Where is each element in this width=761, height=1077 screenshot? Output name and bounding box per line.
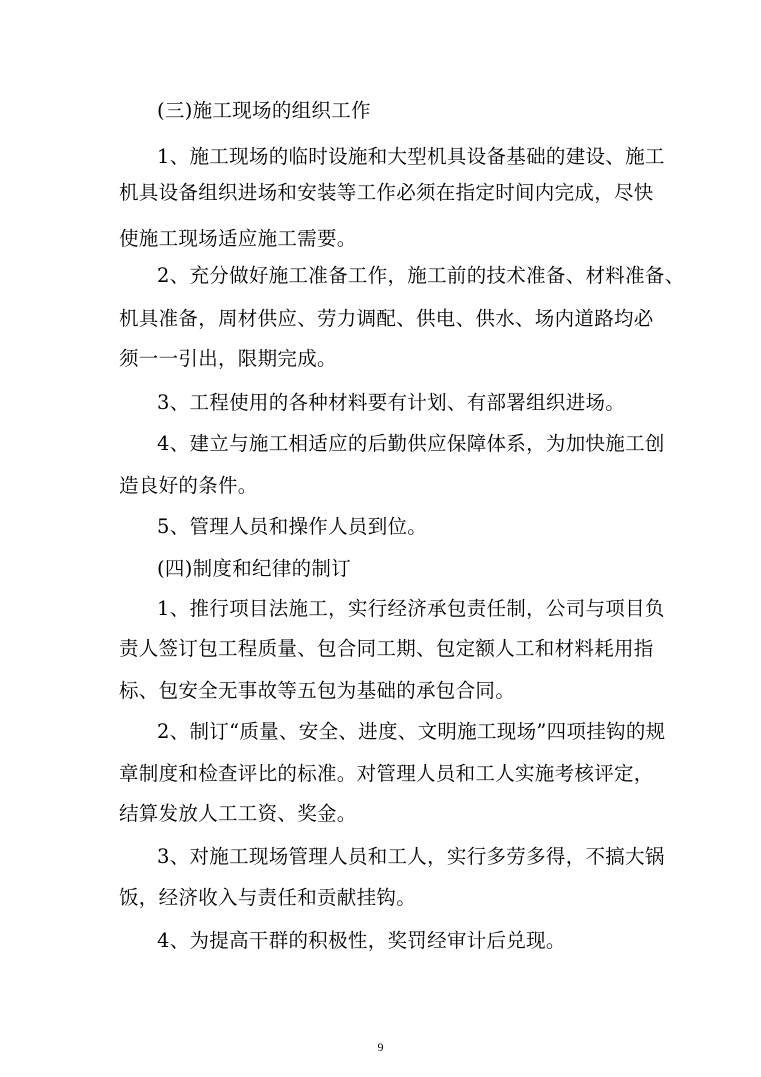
- paragraph-line: 须一一引出，限期完成。: [119, 347, 337, 370]
- paragraph-line: 责人签订包工程质量、包合同工期、包定额人工和材料耗用指: [119, 637, 654, 660]
- paragraph-line: 3、对施工现场管理人员和工人，实行多劳多得，不搞大锅: [157, 845, 665, 868]
- paragraph-line: 机具准备，周材供应、劳力调配、供电、供水、场内道路均必: [119, 307, 654, 330]
- paragraph-line: 5、管理人员和操作人员到位。: [157, 515, 428, 538]
- paragraph-line: 2、制订“质量、安全、进度、文明施工现场”四项挂钩的规: [157, 720, 666, 743]
- paragraph-line: 机具设备组织进场和安装等工作必须在指定时间内完成，尽快: [119, 181, 654, 204]
- paragraph-line: 4、建立与施工相适应的后勤供应保障体系，为加快施工创: [157, 432, 665, 455]
- paragraph-line: 结算发放人工工资、奖金。: [119, 802, 357, 825]
- section-heading: (三)施工现场的组织工作: [157, 99, 371, 122]
- paragraph-line: 章制度和检查评比的标准。对管理人员和工人实施考核评定，: [119, 762, 654, 785]
- paragraph-line: 3、工程使用的各种材料要有计划、有部署组织进场。: [157, 391, 626, 414]
- paragraph-line: 标、包安全无事故等五包为基础的承包合同。: [119, 679, 516, 702]
- paragraph-line: 1、推行项目法施工，实行经济承包责任制，公司与项目负: [157, 597, 665, 620]
- section-heading: (四)制度和纪律的制订: [157, 557, 352, 580]
- paragraph-line: 饭，经济收入与责任和贡献挂钩。: [119, 886, 417, 909]
- paragraph-line: 使施工现场适应施工需要。: [119, 227, 357, 250]
- paragraph-line: 2、充分做好施工准备工作，施工前的技术准备、材料准备、: [157, 264, 685, 287]
- paragraph-line: 1、施工现场的临时设施和大型机具设备基础的建设、施工: [157, 145, 665, 168]
- paragraph-line: 4、为提高干群的积极性，奖罚经审计后兑现。: [157, 929, 566, 952]
- paragraph-line: 造良好的条件。: [119, 474, 258, 497]
- page-number: 9: [377, 1040, 384, 1054]
